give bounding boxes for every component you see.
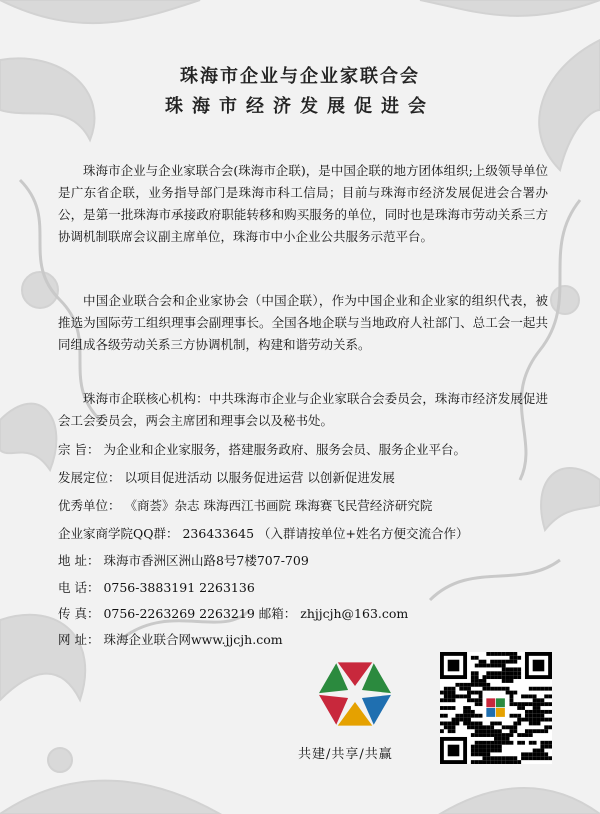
qr-code-icon[interactable] (440, 652, 552, 764)
website-line[interactable]: 网 址： 珠海企业联合网www.jjcjh.com (58, 632, 283, 647)
positioning-line: 发展定位： 以项目促进活动 以服务促进运营 以创新促进发展 (58, 470, 395, 485)
partners-line: 优秀单位： 《商荟》杂志 珠海西江书画院 珠海赛飞民营经济研究院 (58, 498, 433, 513)
slogan: 共建/共享/共赢 (298, 747, 393, 762)
phone-line: 电 话： 0756-3883191 2263136 (58, 580, 255, 595)
paragraph-core-bodies: 珠海市企联核心机构：中共珠海市企业与企业家联合会委员会，珠海市经济发展促进会工会委员会，两会主席团和理事会以及秘书处。 (58, 391, 548, 428)
fax-email-line: 传 真： 0756-2263269 2263219 邮箱： zhjjcjh@163.com (58, 606, 409, 621)
paragraph-cec: 中国企业联合会和企业家协会（中国企联），作为中国企业和企业家的组织代表，被推选为国际劳工组织理事会副理事长。全国各地企联与当地政府人社部门、总工会一起共同组成各级劳动关系三方协调机制，构建和谐劳动关系。 (58, 293, 548, 352)
purpose-line: 宗 旨： 为企业和企业家服务，搭建服务政府、服务会员、服务企业平台。 (58, 442, 466, 457)
logo-icon (316, 655, 394, 733)
paragraph-intro: 珠海市企业与企业家联合会(珠海市企联)，是中国企联的地方团体组织;上级领导单位是广东省企联，业务指导部门是珠海市科工信局；目前与珠海市经济发展促进会合署办公，是第一批珠海市承接政府职能转移和购买服务的单位，同时也是珠海市劳动关系三方协调机制联席会议副主席单位，珠海市中小企业公共服务示范平台。 (58, 163, 548, 244)
title-line-2: 珠海市经济发展促进会 (165, 96, 435, 117)
title-line-1: 珠海市企业与企业家联合会 (180, 66, 420, 87)
address-line: 地 址： 珠海市香洲区洲山路8号7楼707-709 (58, 553, 309, 568)
qq-group-line: 企业家商学院QQ群： 236433645 （入群请按单位+姓名方便交流合作） (58, 526, 469, 541)
